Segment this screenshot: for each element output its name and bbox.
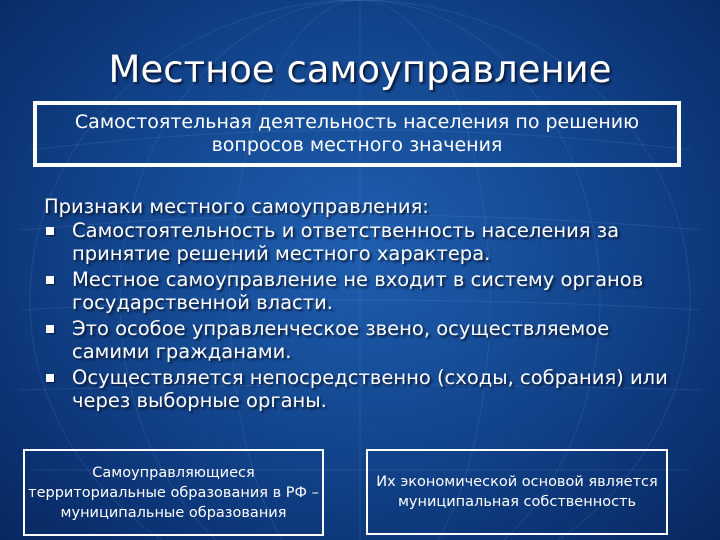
slide-title: Местное самоуправление — [108, 48, 612, 91]
square-bullet-icon — [46, 227, 54, 235]
square-bullet-icon — [46, 325, 54, 333]
feature-text: Самостоятельность и ответственность населения за принятие решений местного характера. — [72, 219, 620, 265]
economic-basis-note — [366, 449, 668, 535]
definition-box — [33, 101, 681, 167]
feature-text: Осуществляется непосредственно (сходы, собрания) или через выборные органы. — [72, 366, 668, 412]
features-heading: Признаки местного самоуправления: — [44, 195, 429, 218]
list-item — [44, 268, 684, 314]
note-left-text: Самоуправляющиеся территориальные образования в РФ – муниципальные образования — [28, 464, 319, 521]
square-bullet-icon — [46, 276, 54, 284]
square-bullet-icon — [46, 374, 54, 382]
list-item — [44, 219, 684, 265]
feature-text: Это особое управленческое звено, осуществляемое самими гражданами. — [72, 317, 610, 363]
note-right-text: Их экономической основой является муниципальная собственность — [376, 474, 658, 510]
list-item — [44, 317, 684, 363]
definition-text: Самостоятельная деятельность населения по решению вопросов местного значения — [74, 111, 640, 156]
list-item — [44, 366, 684, 412]
municipal-entities-note — [23, 449, 324, 536]
features-list — [44, 219, 684, 415]
feature-text: Местное самоуправление не входит в систему органов государственной власти. — [72, 268, 644, 314]
